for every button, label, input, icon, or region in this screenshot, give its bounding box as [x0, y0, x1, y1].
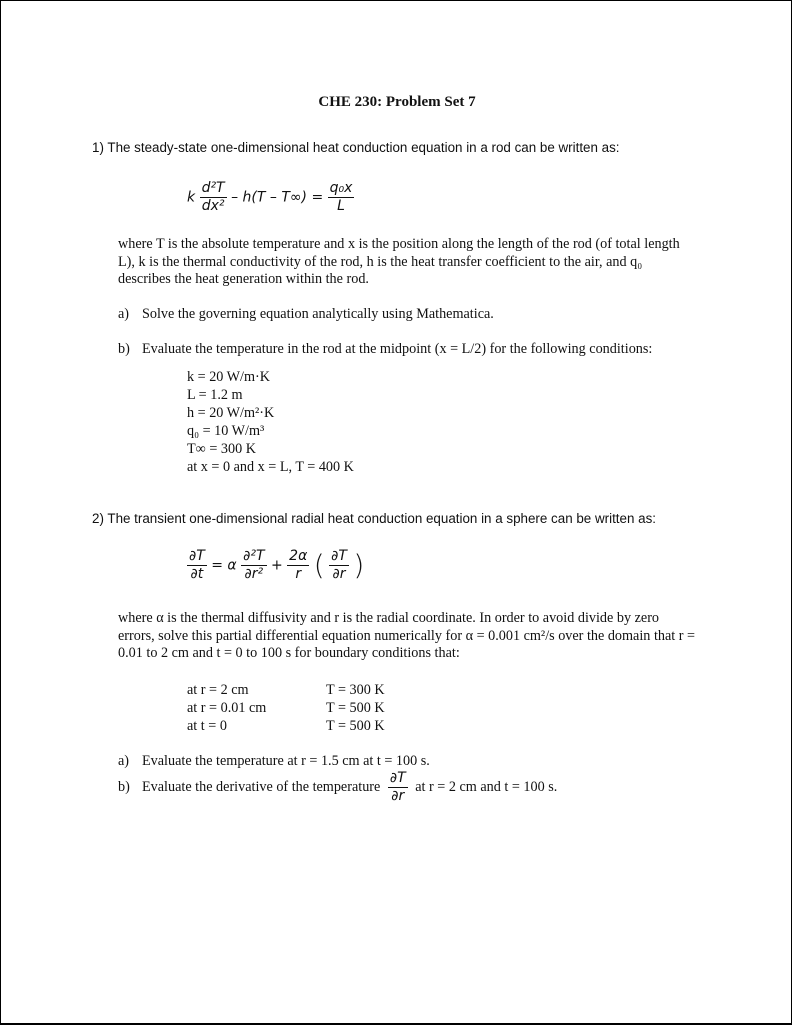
q2-eq-dt: ∂t [190, 566, 204, 582]
q1-eq-second-derivative [200, 181, 227, 214]
q1-eq-qx: q₀x [329, 180, 353, 196]
q1-condition: h = 20 W/m²·K [187, 405, 275, 421]
q2-equation [187, 549, 364, 582]
q1-part-a [118, 306, 494, 323]
q2-b-den: ∂r [391, 788, 405, 804]
q2-bc-conditions [187, 681, 266, 735]
q1-equation [187, 181, 354, 214]
q1-eq-k: k [187, 189, 196, 206]
q2-b-num: ∂T [389, 770, 406, 786]
q1-conditions-list [187, 368, 354, 476]
q1-part-b [118, 341, 652, 358]
q1-eq-rhs [328, 181, 355, 214]
q2-a-text: Evaluate the temperature at r = 1.5 cm at t = 100 s. [142, 753, 430, 769]
q1-eq-L: L [337, 198, 345, 214]
q1-intro: 1) The steady-state one-dimensional heat conduction equation in a rod can be written as: [92, 140, 620, 155]
q2-part-b [118, 771, 557, 804]
q1-condition: q₀ = 10 W/m³ [187, 423, 265, 439]
q2-where-paragraph: where α is the thermal diffusivity and r is the radial coordinate. In order to avoid divide by zero errors, solve this partial differential equation numerically for α = 0.001 cm²/s over the domain that r = 0.01 to 2 cm and t = 0 to 100 s for boundary conditions that: [118, 610, 696, 661]
q1-eq-dx2: dx² [201, 198, 225, 214]
q2-bc-cond: at r = 0.01 cm [187, 700, 267, 716]
q2-bc-values [326, 681, 385, 735]
q2-a-label: a) [118, 753, 130, 769]
q2-eq-equals-alpha: = α [211, 557, 237, 574]
q1-where-paragraph: where T is the absolute temperature and x is the position along the length of the rod (of total length L), k is the thermal conductivity of the rod, h is the heat transfer coefficient to the air, and q₀ describes the heat generation within the rod. [118, 236, 680, 287]
q2-eq-dT2: ∂T [331, 548, 347, 564]
q1-b-text: Evaluate the temperature in the rod at the midpoint (x = L/2) for the following conditions: [142, 341, 653, 357]
q1-a-text: Solve the governing equation analytically using Mathematica. [142, 306, 494, 322]
q2-eq-first-derivative [329, 549, 349, 582]
q2-bc-cond: at r = 2 cm [187, 682, 249, 698]
q2-b-text-pre: Evaluate the derivative of the temperature [142, 778, 381, 795]
q1-condition: at x = 0 and x = L, T = 400 K [187, 459, 354, 475]
q2-bc-value: T = 500 K [326, 700, 385, 716]
q2-eq-dr: ∂r [332, 566, 346, 582]
q2-eq-dr2: ∂r² [244, 566, 264, 582]
q2-b-text-post: at r = 2 cm and t = 100 s. [415, 778, 558, 795]
q1-condition: T∞ = 300 K [187, 441, 256, 457]
q2-bc-value: T = 500 K [326, 718, 385, 734]
q2-b-derivative [388, 771, 408, 804]
q1-condition: L = 1.2 m [187, 387, 243, 403]
q2-bc-value: T = 300 K [326, 682, 385, 698]
q2-eq-d2T: ∂²T [243, 548, 265, 564]
q2-intro: 2) The transient one-dimensional radial heat conduction equation in a sphere can be written as: [92, 511, 657, 526]
q2-eq-plus: + [270, 557, 283, 574]
q1-a-label: a) [118, 306, 130, 322]
q1-condition: k = 20 W/m·K [187, 369, 271, 385]
q2-eq-lhs [187, 549, 207, 582]
q2-b-label: b) [118, 778, 130, 795]
q2-bc-cond: at t = 0 [187, 718, 227, 734]
q1-b-label: b) [118, 341, 130, 357]
q2-eq-dT: ∂T [189, 548, 205, 564]
q2-eq-two-alpha: 2α [289, 548, 308, 564]
q2-eq-two-alpha-over-r [287, 549, 309, 582]
q2-eq-right-paren: ) [353, 548, 365, 582]
q2-eq-left-paren: ( [313, 548, 325, 582]
q1-eq-middle: – h(T – T∞) = [231, 189, 324, 206]
q2-part-a [118, 753, 430, 770]
q2-eq-r: r [295, 566, 302, 582]
page-title: CHE 230: Problem Set 7 [318, 94, 476, 110]
q1-eq-d2T: d²T [201, 180, 225, 196]
q2-eq-second-derivative [241, 549, 266, 582]
